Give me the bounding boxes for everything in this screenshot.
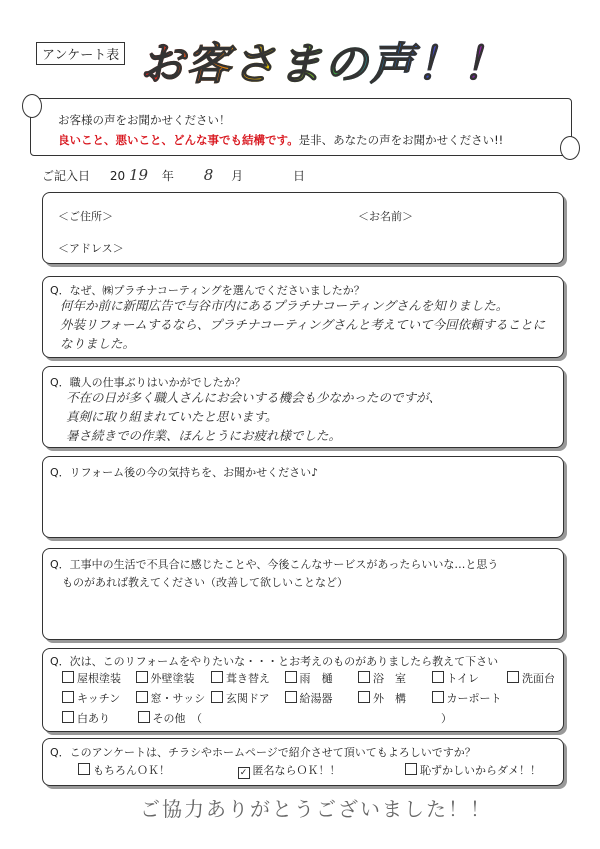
date-year-unit: 年 <box>161 169 174 183</box>
checkbox-icon[interactable] <box>211 671 223 683</box>
option-gutter[interactable] <box>285 670 355 686</box>
q4-question-line-1: Q．工事中の生活で不具合に感じたことや、今後こんなサービスがあったらいいな…と思う <box>50 558 499 571</box>
checkbox-icon[interactable] <box>138 711 150 723</box>
checkbox-icon[interactable] <box>432 691 444 703</box>
q2-answer-line: 不在の日が多く職人さんにお会いする機会も少なかったのですが、 <box>66 390 442 405</box>
checkbox-icon[interactable] <box>62 691 74 703</box>
option-water-heater[interactable] <box>285 690 355 706</box>
page-title: お客さまの声！！ <box>140 28 508 92</box>
q6-options <box>78 762 558 782</box>
checkbox-icon[interactable] <box>285 671 297 683</box>
checkbox-icon[interactable] <box>136 691 148 703</box>
option-label: キッチン <box>77 692 121 705</box>
option-entrance-door[interactable] <box>211 690 281 706</box>
entry-date <box>42 166 305 184</box>
email-label: ＜アドレス＞ <box>58 242 124 255</box>
date-label: ご記入日 <box>42 169 91 183</box>
option-label: 外壁塗装 <box>150 672 195 685</box>
intro-emphasis: 良いこと、悪いこと、どんな事でも結構です。 <box>58 133 299 147</box>
checkbox-icon[interactable] <box>285 691 297 703</box>
q5-options <box>62 670 558 730</box>
q1-answer-line: 外装リフォームするなら、プラチナコーティングさんと考えていて今回依頼することに <box>60 317 546 332</box>
q5-row-2 <box>62 690 558 710</box>
checkbox-icon[interactable] <box>358 691 370 703</box>
option-label: 外 構 <box>373 692 406 705</box>
date-year-value: 19 <box>128 166 149 184</box>
option-embarrassed-no[interactable] <box>405 762 541 778</box>
option-carport[interactable] <box>432 690 502 706</box>
q5-question: Q．次は、このリフォームをやりたいな・・・とお考えのものがありましたら教えて下さい <box>50 655 499 668</box>
q5-row-1 <box>62 670 558 690</box>
q2-question: Q．職人の仕事ぶりはいかがでしたか？ <box>50 376 246 389</box>
q5-row-3 <box>62 710 558 730</box>
option-wall-painting[interactable] <box>136 670 208 686</box>
option-label: 洗面台 <box>522 672 555 685</box>
address-label: ＜ご住所＞ <box>58 210 113 223</box>
option-exterior[interactable] <box>358 690 428 706</box>
option-label: 匿名ならＯＫ！！ <box>252 764 341 777</box>
option-label: 白あり <box>77 712 110 725</box>
option-label: その他 （ <box>152 712 202 725</box>
checkbox-icon[interactable] <box>78 763 90 775</box>
option-label: 給湯器 <box>299 692 333 705</box>
q1-answer-line: 何年か前に新聞広告で与谷市内にあるプラチナコーティングさんを知りました。 <box>60 298 509 313</box>
checkbox-icon[interactable] <box>432 671 444 683</box>
option-label: もちろんＯＫ！ <box>93 764 170 777</box>
intro-line-1: お客様の声をお聞かせください！ <box>58 113 231 127</box>
option-label: 窓・サッシ <box>150 692 206 705</box>
intro-rest: 是非、あなたの声をお聞かせください!! <box>298 133 504 147</box>
questionnaire-tag: アンケート表 <box>36 42 125 65</box>
option-anonymous-ok[interactable] <box>238 762 402 779</box>
q6-question: Q．このアンケートは、チラシやホームページで紹介させて頂いてもよろしいですか？ <box>50 746 476 759</box>
date-day-unit: 日 <box>292 169 305 183</box>
intro-line-2 <box>58 132 503 148</box>
q2-answer-line: 暑さ続きでの作業、ほんとうにお疲れ様でした。 <box>66 428 342 443</box>
option-window-sash[interactable] <box>136 690 208 706</box>
thanks-message: ご協力ありがとうございました！！ <box>140 797 492 821</box>
date-month-unit: 月 <box>231 169 244 183</box>
checkbox-icon[interactable] <box>62 671 74 683</box>
option-roof-painting[interactable] <box>62 670 132 686</box>
option-label: トイレ <box>446 672 479 685</box>
q1-question: Q．なぜ、㈱プラチナコーティングを選んでくださいましたか？ <box>50 284 365 297</box>
date-month-value: 8 <box>203 166 214 184</box>
option-label: 葺き替え <box>226 672 270 685</box>
q2-answer-line: 真剣に取り組まれていたと思います。 <box>66 409 278 424</box>
option-label: 浴 室 <box>373 672 406 685</box>
checkbox-checked-icon[interactable]: ✓ <box>238 767 250 779</box>
option-reroofing[interactable] <box>211 670 281 686</box>
checkbox-icon[interactable] <box>136 671 148 683</box>
option-label: 恥ずかしいからダメ！！ <box>420 764 541 777</box>
checkbox-icon[interactable] <box>358 671 370 683</box>
checkbox-icon[interactable] <box>405 763 417 775</box>
option-other-close: ） <box>441 712 452 725</box>
option-label: 雨 樋 <box>299 672 333 685</box>
option-label: 屋根塗装 <box>77 672 121 685</box>
option-kitchen[interactable] <box>62 690 132 706</box>
option-of-course-ok[interactable] <box>78 762 234 778</box>
option-bathroom[interactable] <box>358 670 428 686</box>
date-era: 20 <box>109 169 126 183</box>
q2-answer <box>66 388 441 445</box>
q1-answer-line: なりました。 <box>60 336 136 351</box>
q4-question-line-2: ものがあれば教えてください（改善して欲しいことなど） <box>62 576 348 589</box>
option-termite[interactable] <box>62 710 134 726</box>
checkbox-icon[interactable] <box>211 691 223 703</box>
option-toilet[interactable] <box>432 670 504 686</box>
option-washbasin[interactable] <box>507 670 555 686</box>
q3-question: Q．リフォーム後の今の気持ちを、お聞かせください♪ <box>50 466 319 479</box>
q1-answer <box>60 296 545 353</box>
scroll-curl-left <box>22 94 42 118</box>
option-other[interactable] <box>138 710 438 726</box>
checkbox-icon[interactable] <box>62 711 74 723</box>
option-label: 玄関ドア <box>226 692 270 705</box>
option-label: カーポート <box>446 692 502 705</box>
scroll-curl-right <box>560 136 580 160</box>
name-label: ＜お名前＞ <box>358 210 413 223</box>
checkbox-icon[interactable] <box>507 671 519 683</box>
